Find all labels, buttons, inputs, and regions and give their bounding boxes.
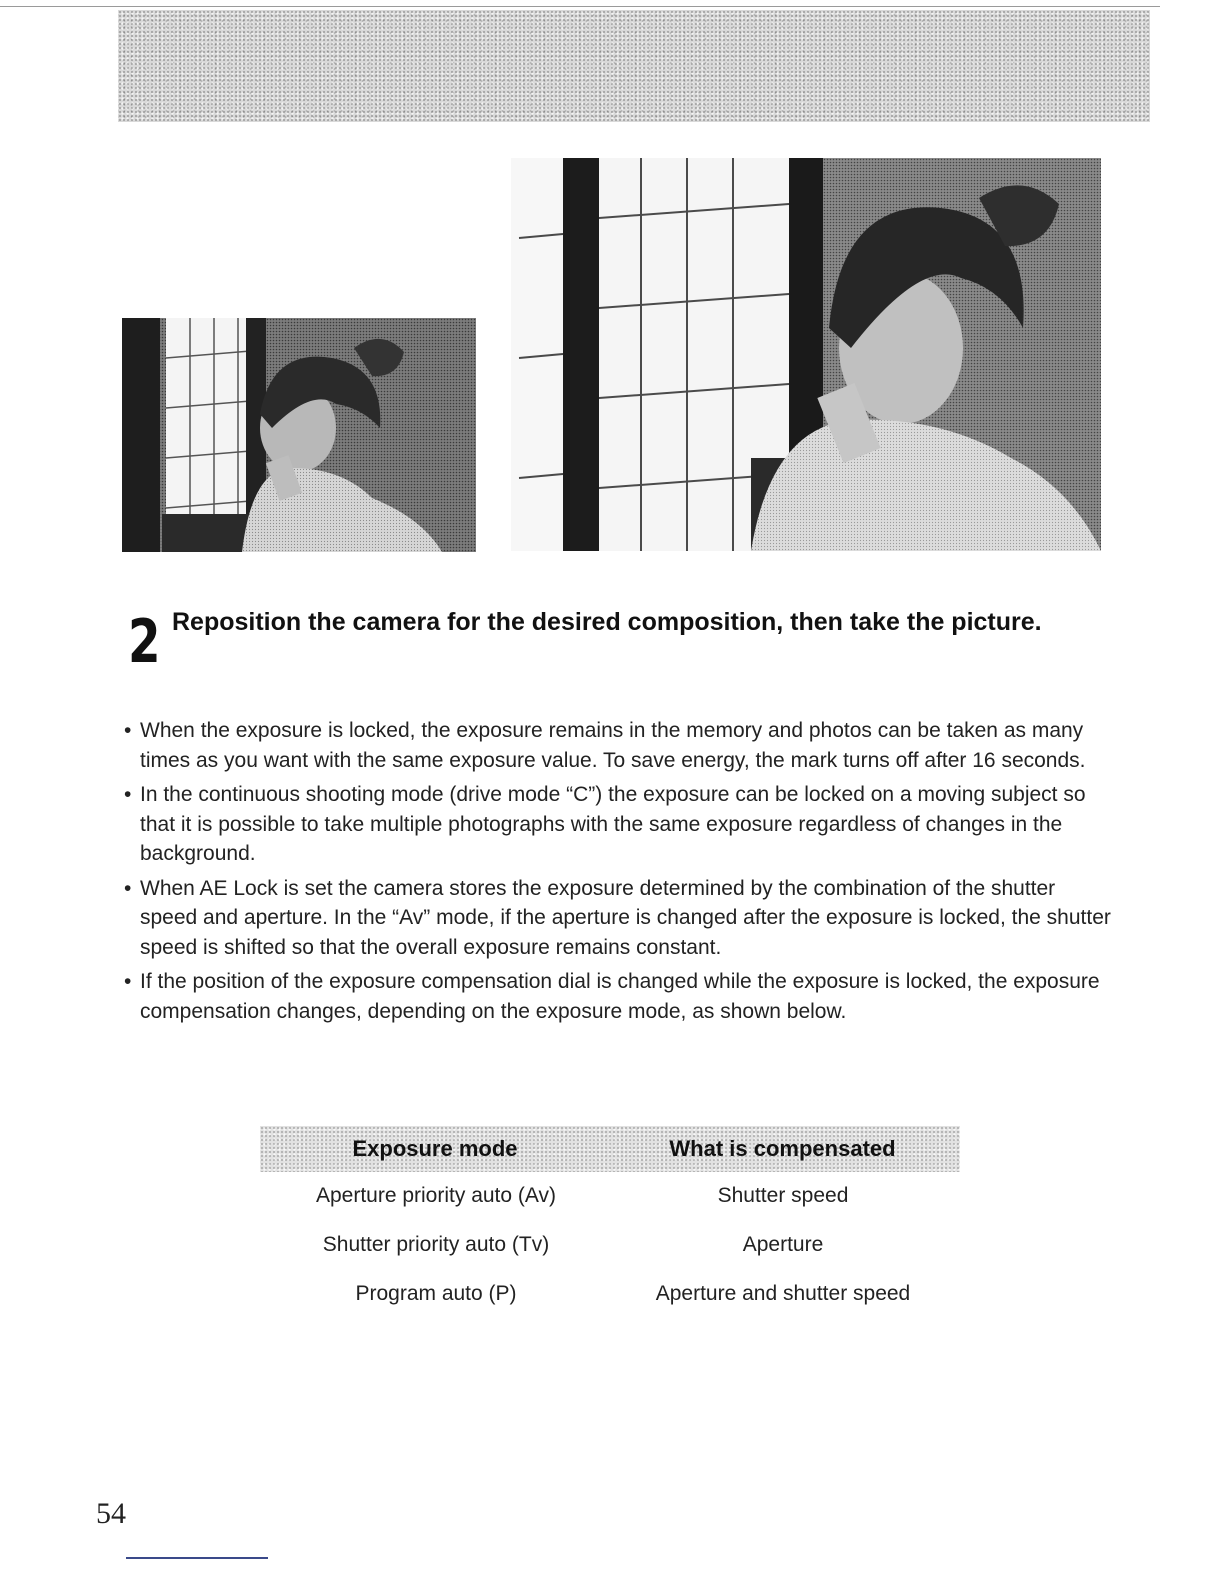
example-photo-recomposed	[511, 158, 1101, 551]
step-number: 2	[128, 607, 160, 677]
list-item	[122, 967, 1112, 1026]
header-halftone-band	[118, 10, 1150, 122]
notes-list	[122, 716, 1112, 1031]
cell-compensated: Aperture	[742, 1233, 824, 1256]
list-item-text: When AE Lock is set the camera stores the exposure determined by the combination of the shutter speed and aperture. In the “Av” mode, if the aperture is changed after the exposure is locked, the shutter speed is shifted so that the overall exposure remains constant.	[140, 876, 1111, 959]
compensation-table	[260, 1126, 960, 1319]
table-row	[260, 1270, 960, 1319]
list-item-text: When the exposure is locked, the exposure remains in the memory and photos can be taken as many times as you want with the same exposure value. To save energy, the mark turns off after 16 seconds.	[140, 719, 1086, 772]
bullet-icon: •	[124, 970, 132, 993]
step-title: Reposition the camera for the desired composition, then take the picture.	[172, 608, 1042, 636]
list-item	[122, 780, 1112, 869]
bullet-icon: •	[124, 783, 132, 806]
header-exposure-mode: Exposure mode	[352, 1136, 518, 1161]
cell-compensated: Shutter speed	[717, 1184, 849, 1207]
table-row	[260, 1172, 960, 1221]
cell-exposure-mode: Aperture priority auto (Av)	[315, 1184, 557, 1207]
list-item	[122, 874, 1112, 963]
table-row	[260, 1221, 960, 1270]
cell-exposure-mode: Program auto (P)	[355, 1282, 517, 1305]
cell-compensated: Aperture and shutter speed	[655, 1282, 911, 1305]
page-number: 54	[96, 1497, 126, 1530]
bullet-icon: •	[124, 719, 132, 742]
list-item	[122, 716, 1112, 775]
bottom-rule	[126, 1557, 268, 1559]
step-heading	[128, 606, 1108, 686]
example-photo-wide	[122, 318, 476, 552]
bullet-icon: •	[124, 876, 132, 900]
table-header	[260, 1126, 960, 1172]
list-item-text: If the position of the exposure compensation dial is changed while the exposure is locked, the exposure compensation changes, depending on the exposure mode, as shown below.	[140, 970, 1100, 1023]
top-rule	[0, 6, 1160, 7]
header-what-is-compensated: What is compensated	[669, 1136, 896, 1161]
list-item-text: In the continuous shooting mode (drive mode “C”) the exposure can be locked on a moving subject so that it is possible to take multiple photographs with the same exposure regardless of changes in the background.	[140, 783, 1086, 865]
cell-exposure-mode: Shutter priority auto (Tv)	[322, 1233, 550, 1256]
